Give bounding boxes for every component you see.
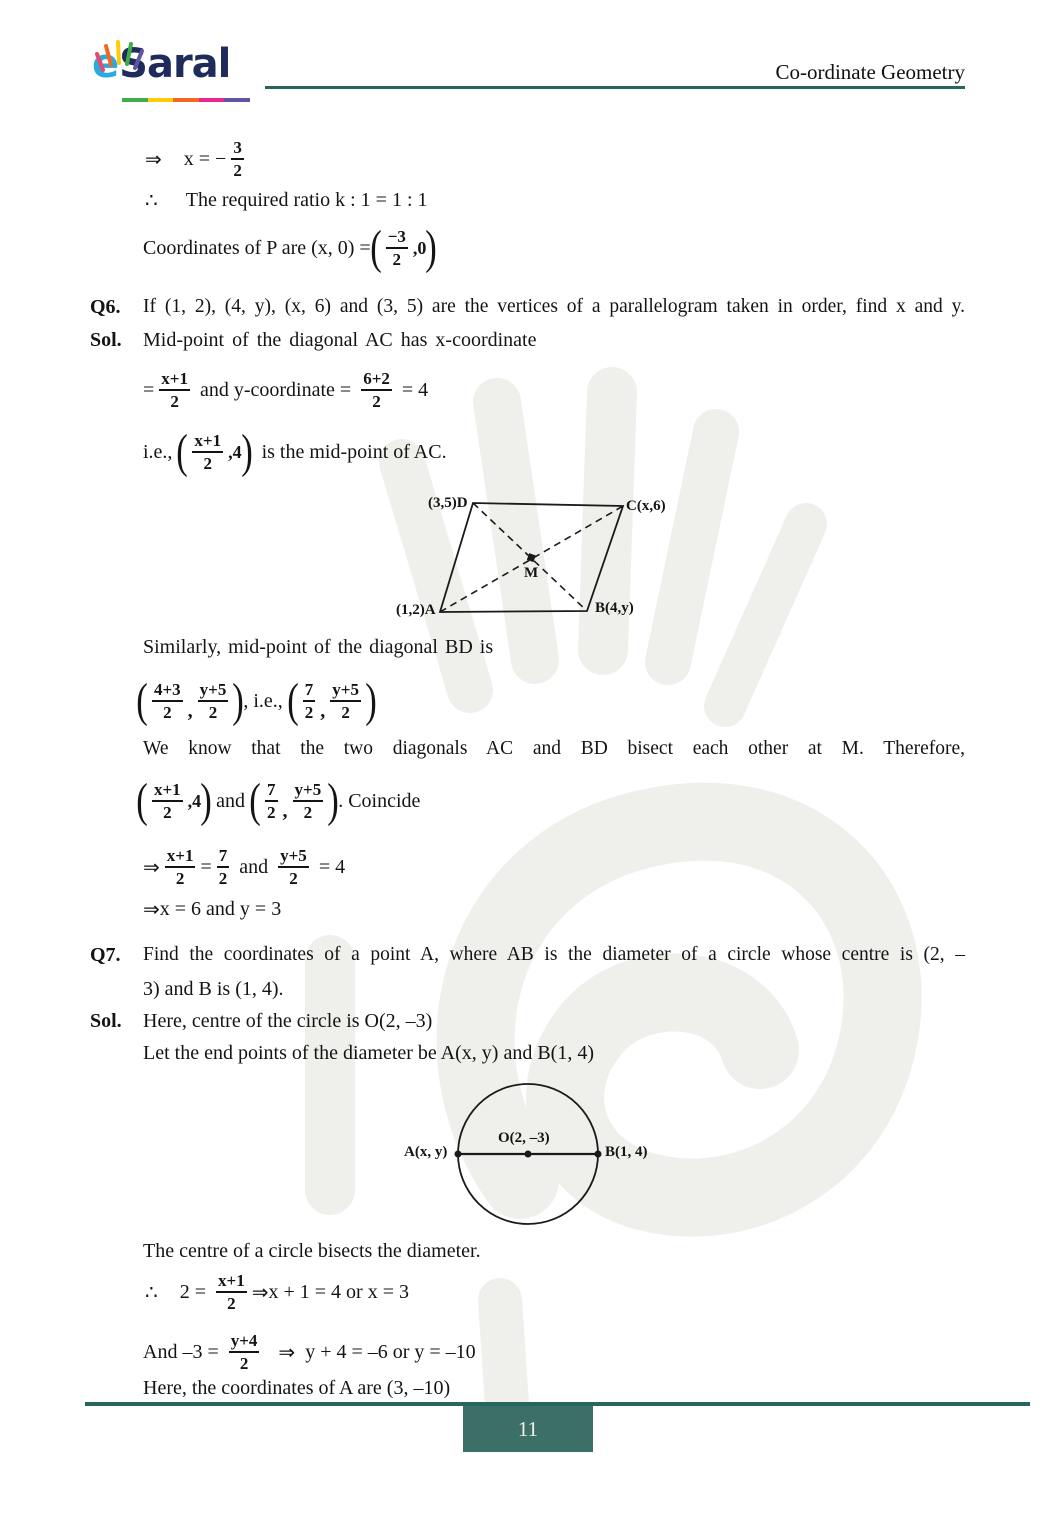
implies-symbol: ⇒ — [145, 148, 162, 171]
fraction-y5-2 — [198, 680, 229, 721]
coordinates-p-line — [143, 221, 436, 275]
fraction-3-2 — [231, 138, 244, 179]
frac-denominator: 2 — [163, 702, 172, 722]
frac-numerator: y+5 — [198, 680, 229, 701]
esaral-logo — [92, 41, 231, 87]
q7-sol-line2: Let the end points of the diameter be A(x, y) and B(1, 4) — [143, 1042, 594, 1064]
comma-four: ,4 — [228, 441, 242, 462]
point-a-dot — [455, 1151, 462, 1158]
q7-question-line1: Find the coordinates of a point A, where AB is the diameter of a circle whose centre is (2, – — [143, 944, 965, 965]
q6-label: Q6. — [90, 296, 121, 318]
left-paren: ( — [136, 774, 148, 827]
equals-sign: = — [143, 378, 155, 401]
frac-numerator: 4+3 — [152, 680, 183, 701]
comma: , — [187, 700, 193, 722]
frac-numerator: x+1 — [152, 780, 183, 801]
header-rule — [265, 86, 965, 89]
frac-numerator: x+1 — [216, 1271, 247, 1292]
q6-equate-expression — [143, 838, 345, 896]
q7-x-equation — [145, 1264, 409, 1320]
circle-label-o: O(2, –3) — [498, 1130, 550, 1146]
coincide-text: . Coincide — [338, 789, 421, 812]
frac-numerator: −3 — [386, 227, 408, 248]
y-solution-text: y + 4 = –6 or y = –10 — [295, 1340, 476, 1363]
y-coordinate-text: and y-coordinate = — [194, 378, 357, 401]
left-paren: ( — [287, 674, 299, 727]
equals-sign: = — [200, 855, 212, 878]
frac-denominator: 2 — [175, 868, 185, 888]
right-paren: ) — [240, 425, 253, 478]
frac-numerator: 3 — [231, 138, 244, 159]
circle-label-a: A(x, y) — [404, 1144, 448, 1160]
q6-question: If (1, 2), (4, y), (x, 6) and (3, 5) are the vertices of a parallelogram taken in order, find x and y. — [143, 296, 965, 317]
equals-4-text: = 4 — [313, 855, 346, 878]
x-solution-text: x + 1 = 4 or x = 3 — [268, 1280, 409, 1303]
frac-numerator: y+5 — [293, 780, 324, 801]
frac-numerator: 7 — [303, 680, 316, 701]
right-paren: ) — [232, 674, 245, 727]
fraction-x1-2 — [192, 431, 223, 472]
right-paren: ) — [327, 774, 339, 827]
hand-fingers-icon — [94, 36, 146, 76]
frac-denominator: 2 — [208, 702, 218, 722]
x-equals-text: x = − — [183, 147, 227, 170]
right-paren: ) — [365, 674, 377, 727]
q7-sol-label: Sol. — [90, 1010, 122, 1032]
frac-numerator: x+1 — [165, 846, 196, 867]
page-number-box — [463, 1406, 593, 1452]
frac-numerator: 7 — [217, 846, 230, 867]
q6-sol-intro: Mid-point of the diagonal AC has x-coordinate — [143, 329, 537, 351]
left-paren: ( — [176, 425, 189, 478]
fraction-y4-2 — [229, 1331, 260, 1372]
midpoint-ac-text: is the mid-point of AC. — [251, 440, 447, 463]
center-o-dot — [525, 1151, 532, 1158]
vertex-label-b: B(4,y) — [595, 600, 634, 616]
and-text: and — [234, 855, 274, 878]
equals-4-text: = 4 — [396, 378, 429, 401]
q7-bisect-line: The centre of a circle bisects the diameter. — [143, 1240, 481, 1262]
midpoint-label-m: M — [524, 565, 539, 581]
logo-letter-e: e — [92, 41, 120, 87]
fraction-7-2 — [217, 846, 230, 887]
q6-similarly-line: Similarly, mid-point of the diagonal BD is — [143, 636, 494, 658]
and-text: and — [211, 789, 251, 812]
q6-sol-label: Sol. — [90, 329, 122, 351]
vertex-label-c: C(x,6) — [626, 498, 666, 514]
fraction-43-2 — [152, 680, 183, 721]
formula-x-equals — [145, 133, 249, 185]
q7-final-line: Here, the coordinates of A are (3, –10) — [143, 1377, 451, 1399]
fraction-y5-2 — [278, 846, 309, 887]
q7-y-equation — [143, 1324, 476, 1380]
coords-p-text: Coordinates of P are (x, 0) = — [143, 236, 371, 259]
frac-denominator: 2 — [267, 802, 276, 822]
and-minus3-text: And –3 = — [143, 1340, 224, 1363]
q6-midpoint-equation — [143, 362, 428, 418]
fraction-x1-2 — [165, 846, 196, 887]
frac-denominator: 2 — [392, 249, 402, 269]
frac-numerator: x+1 — [159, 369, 190, 390]
frac-denominator: 2 — [372, 391, 381, 411]
ratio-result-line — [145, 188, 428, 213]
comma: , — [320, 700, 326, 722]
therefore-symbol: ∴ — [145, 1281, 158, 1304]
fraction-y5-2 — [293, 780, 324, 821]
frac-denominator: 2 — [289, 868, 298, 888]
frac-denominator: 2 — [170, 391, 179, 411]
right-paren: ) — [425, 221, 438, 274]
q6-result-line — [143, 897, 281, 922]
fraction-7-2 — [265, 780, 278, 821]
left-paren: ( — [369, 221, 382, 274]
fraction-y5-2 — [330, 680, 361, 721]
frac-denominator: 2 — [218, 868, 228, 888]
fraction-62-2 — [361, 369, 392, 410]
frac-numerator: 6+2 — [361, 369, 392, 390]
left-paren: ( — [249, 774, 261, 827]
fraction-x1-2 — [159, 369, 190, 410]
frac-denominator: 2 — [341, 702, 350, 722]
q6-bd-midpoint-expression — [137, 670, 376, 732]
implies-symbol: ⇒ — [143, 856, 160, 879]
page-number: 11 — [517, 1416, 539, 1441]
implies-symbol: ⇒ — [251, 1281, 269, 1304]
point-b-dot — [595, 1151, 602, 1158]
q6-coincide-expression — [137, 770, 420, 832]
q7-label: Q7. — [90, 944, 121, 966]
comma: , — [282, 800, 288, 822]
comma-zero: ,0 — [412, 237, 427, 258]
frac-denominator: 2 — [163, 802, 172, 822]
fraction-minus3-2 — [386, 227, 408, 268]
logo-text-saral: Saral — [119, 41, 231, 87]
q6-weknow-line: We know that the two diagonals AC and BD bisect each other at M. Therefore, — [143, 738, 965, 759]
frac-denominator: 2 — [303, 802, 313, 822]
q6-ie-midpoint-line — [143, 423, 447, 481]
frac-denominator: 2 — [233, 160, 242, 180]
comma-four: ,4 — [187, 790, 202, 811]
frac-denominator: 2 — [203, 453, 213, 473]
right-paren: ) — [200, 774, 212, 827]
frac-numerator: y+4 — [229, 1331, 260, 1352]
vertex-label-a: (1,2)A — [396, 602, 436, 618]
therefore-symbol: ∴ — [145, 190, 158, 212]
frac-numerator: y+5 — [278, 846, 309, 867]
fraction-x1-2 — [152, 780, 183, 821]
frac-numerator: y+5 — [330, 680, 361, 701]
frac-denominator: 2 — [227, 1293, 236, 1313]
result-text: x = 6 and y = 3 — [159, 898, 282, 920]
q7-sol-line1: Here, centre of the circle is O(2, –3) — [143, 1010, 433, 1032]
left-paren: ( — [136, 674, 148, 727]
ratio-text: The required ratio k : 1 = 1 : 1 — [185, 189, 428, 211]
frac-numerator: 7 — [265, 780, 278, 801]
fraction-x1-2 — [216, 1271, 247, 1312]
vertex-label-d: (3,5)D — [428, 495, 468, 511]
two-equals-text: 2 = — [179, 1280, 212, 1303]
q7-question-line2: 3) and B is (1, 4). — [143, 978, 284, 1000]
frac-denominator: 2 — [239, 1353, 249, 1373]
page-title: Co-ordinate Geometry — [775, 60, 965, 84]
implies-symbol: ⇒ — [143, 899, 160, 921]
ie-text: i.e., — [143, 440, 178, 463]
frac-numerator: x+1 — [192, 431, 223, 452]
logo-underline — [122, 98, 250, 102]
frac-denominator: 2 — [304, 702, 314, 722]
implies-symbol: ⇒ — [278, 1341, 296, 1364]
circle-label-b: B(1, 4) — [605, 1144, 648, 1160]
ie-text: , i.e., — [243, 689, 288, 712]
fraction-7-2 — [303, 680, 316, 721]
circle-diagram — [450, 1078, 606, 1230]
